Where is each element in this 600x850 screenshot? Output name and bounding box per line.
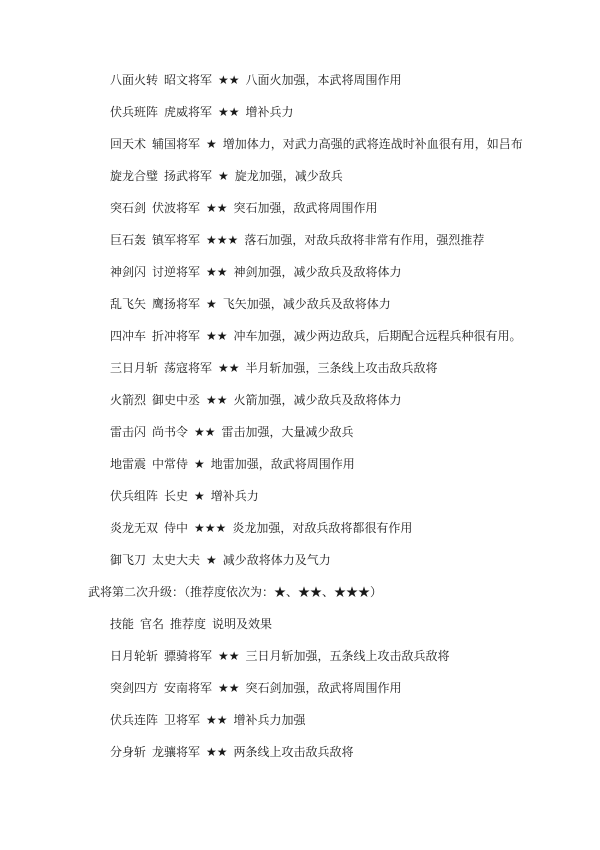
effect-description: 火箭加强，减少敌兵及敌将体力 (233, 393, 402, 407)
star-rating: ★★ (218, 681, 240, 695)
skill-name: 伏兵连阵 (110, 713, 159, 727)
star-rating: ★ (194, 457, 205, 471)
effect-description: 减少敌将体力及气力 (222, 553, 331, 567)
table-row (110, 392, 402, 408)
section-heading: 武将第二次升级：（推荐度依次为：★、★★、★★★） (88, 585, 383, 599)
table-row (110, 648, 450, 664)
table-row (110, 488, 259, 504)
skill-name: 分身斩 (110, 745, 147, 759)
skill-name: 四冲车 (110, 329, 147, 343)
effect-description: 雷击加强，大量减少敌兵 (221, 425, 354, 439)
star-rating: ★★★ (194, 521, 227, 535)
star-rating: ★★ (206, 393, 228, 407)
effect-description: 增补兵力 (210, 489, 259, 503)
table-row (110, 104, 294, 120)
effect-description: 突石剑加强，敌武将周围作用 (245, 681, 402, 695)
star-rating: ★★ (194, 425, 216, 439)
official-title: 鹰扬将军 (152, 297, 201, 311)
star-rating: ★★ (218, 361, 240, 375)
effect-description: 增加体力，对武力高强的武将连战时补血很有用，如吕布 (222, 137, 523, 151)
official-title: 中常侍 (152, 457, 189, 471)
skill-name: 突剑四方 (110, 681, 159, 695)
star-rating: ★★ (206, 329, 228, 343)
skill-name: 日月轮斩 (110, 649, 159, 663)
effect-description: 落石加强，对敌兵敌将非常有作用，强烈推荐 (244, 233, 485, 247)
effect-description: 旋龙加强，减少敌兵 (234, 169, 343, 183)
official-title: 昭文将军 (164, 73, 213, 87)
table-row (110, 360, 438, 376)
column-header-description: 说明及效果 (212, 617, 273, 631)
table-row (110, 296, 391, 312)
table-row (110, 424, 354, 440)
column-header (110, 616, 272, 632)
star-rating: ★★ (218, 105, 240, 119)
official-title: 尚书令 (152, 425, 189, 439)
skill-name: 炎龙无双 (110, 521, 159, 535)
table-row (110, 328, 522, 344)
effect-description: 突石加强，敌武将周围作用 (233, 201, 378, 215)
effect-description: 增补兵力 (245, 105, 294, 119)
star-rating: ★★ (206, 745, 228, 759)
skill-name: 伏兵组阵 (110, 489, 159, 503)
skill-name: 乱飞矢 (110, 297, 147, 311)
skill-name: 突石剑 (110, 201, 147, 215)
column-header-skill: 技能 (110, 617, 135, 631)
effect-description: 八面火加强，本武将周围作用 (245, 73, 402, 87)
star-rating: ★★ (206, 201, 228, 215)
star-rating: ★★ (206, 265, 228, 279)
star-rating: ★ (206, 297, 217, 311)
table-row (110, 712, 306, 728)
star-rating: ★ (206, 553, 217, 567)
table-row (110, 200, 378, 216)
skill-name: 三日月斩 (110, 361, 159, 375)
official-title: 虎威将军 (164, 105, 213, 119)
official-title: 御史中丞 (152, 393, 201, 407)
skill-name: 地雷震 (110, 457, 147, 471)
official-title: 荡寇将军 (164, 361, 213, 375)
official-title: 辅国将军 (152, 137, 201, 151)
official-title: 伏波将军 (152, 201, 201, 215)
official-title: 龙骧将军 (152, 745, 201, 759)
table-row (110, 520, 412, 536)
star-rating: ★ (194, 489, 205, 503)
table-row (110, 680, 402, 696)
official-title: 侍中 (164, 521, 189, 535)
official-title: 折冲将军 (152, 329, 201, 343)
official-title: 太史大夫 (152, 553, 201, 567)
official-title: 骠骑将军 (164, 649, 213, 663)
table-row (110, 136, 523, 152)
official-title: 扬武将军 (164, 169, 213, 183)
table-row (110, 168, 343, 184)
skill-name: 御飞刀 (110, 553, 147, 567)
star-rating: ★ (218, 169, 229, 183)
official-title: 卫将军 (164, 713, 201, 727)
skill-name: 巨石轰 (110, 233, 147, 247)
skill-name: 伏兵班阵 (110, 105, 159, 119)
skill-name: 回天术 (110, 137, 147, 151)
star-rating: ★★★ (206, 233, 239, 247)
effect-description: 增补兵力加强 (233, 713, 306, 727)
official-title: 长史 (164, 489, 189, 503)
table-row (110, 456, 355, 472)
effect-description: 地雷加强，敌武将周围作用 (210, 457, 355, 471)
skill-name: 八面火转 (110, 73, 159, 87)
table-row (110, 744, 354, 760)
skill-name: 旋龙合璧 (110, 169, 159, 183)
official-title: 镇军将军 (152, 233, 201, 247)
effect-description: 冲车加强，减少两边敌兵，后期配合远程兵种很有用。 (233, 329, 522, 343)
official-title: 安南将军 (164, 681, 213, 695)
star-rating: ★★ (206, 713, 228, 727)
table-row (110, 552, 331, 568)
star-rating: ★ (206, 137, 217, 151)
table-row (110, 264, 402, 280)
effect-description: 半月斩加强，三条线上攻击敌兵敌将 (245, 361, 438, 375)
official-title: 讨逆将军 (152, 265, 201, 279)
skill-name: 雷击闪 (110, 425, 147, 439)
table-row (110, 72, 402, 88)
star-rating: ★★ (218, 73, 240, 87)
effect-description: 飞矢加强，减少敌兵及敌将体力 (222, 297, 391, 311)
column-header-title: 官名 (140, 617, 165, 631)
table-row (110, 232, 484, 248)
effect-description: 神剑加强，减少敌兵及敌将体力 (233, 265, 402, 279)
column-header-rating: 推荐度 (170, 617, 207, 631)
effect-description: 炎龙加强，对敌兵敌将都很有作用 (232, 521, 413, 535)
effect-description: 三日月斩加强，五条线上攻击敌兵敌将 (245, 649, 450, 663)
skill-name: 神剑闪 (110, 265, 147, 279)
skill-name: 火箭烈 (110, 393, 147, 407)
star-rating: ★★ (218, 649, 240, 663)
effect-description: 两条线上攻击敌兵敌将 (233, 745, 354, 759)
